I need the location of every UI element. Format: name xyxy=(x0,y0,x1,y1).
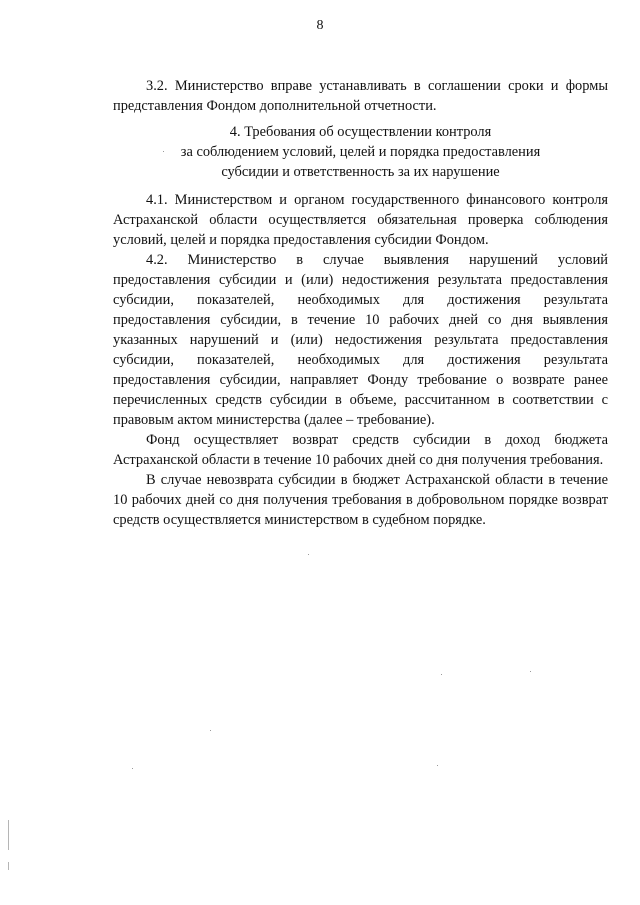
section-4-heading-line-3: субсидии и ответственность за их нарушение xyxy=(221,164,500,180)
section-3-block xyxy=(113,76,608,116)
paragraph-refund: Фонд осуществляет возврат средств субсидии в доход бюджета Астраханской области в течение 10 рабочих дней со дня получения требования. xyxy=(113,432,608,468)
page-number: 8 xyxy=(316,18,324,33)
section-4-body xyxy=(113,190,608,530)
section-4-heading-line-1: 4. Требования об осуществлении контроля xyxy=(229,124,492,140)
scan-edge-mark xyxy=(8,820,9,850)
paragraph-4-2: 4.2. Министерство в случае выявления нарушений условий предоставления субсидии и (или) недостижения результата предоставления субсидии, показателей, необходимых для достижения результата предоставления субсидии, в течение 10 рабочих дней со дня выявления указанных нарушений и (или) недостижения результата предоставления субсидии, показателей, необходимых для достижения результата предоставления субсидии, направляет Фонду требование о возврате ранее перечисленных средств субсидии в объеме, рассчитанном в соответствии с правовым актом министерства (далее – требование). xyxy=(113,252,608,428)
paragraph-nonrefund: В случае невозврата субсидии в бюджет Астраханской области в течение 10 рабочих дней со дня получения требования в добровольном порядке возврат средств осуществляется министерством в судебном порядке. xyxy=(113,472,608,528)
scan-edge-mark xyxy=(8,862,9,870)
section-4-heading-line-2: за соблюдением условий, целей и порядка предоставления xyxy=(180,144,541,160)
paragraph-3-2: 3.2. Министерство вправе устанавливать в соглашении сроки и формы представления Фондом дополнительной отчетности. xyxy=(113,78,608,114)
paragraph-4-1: 4.1. Министерством и органом государственного финансового контроля Астраханской области осуществляется обязательная проверка соблюдения условий, целей и порядка предоставления субсидии Фондом. xyxy=(113,192,608,248)
section-4-heading xyxy=(113,122,608,182)
